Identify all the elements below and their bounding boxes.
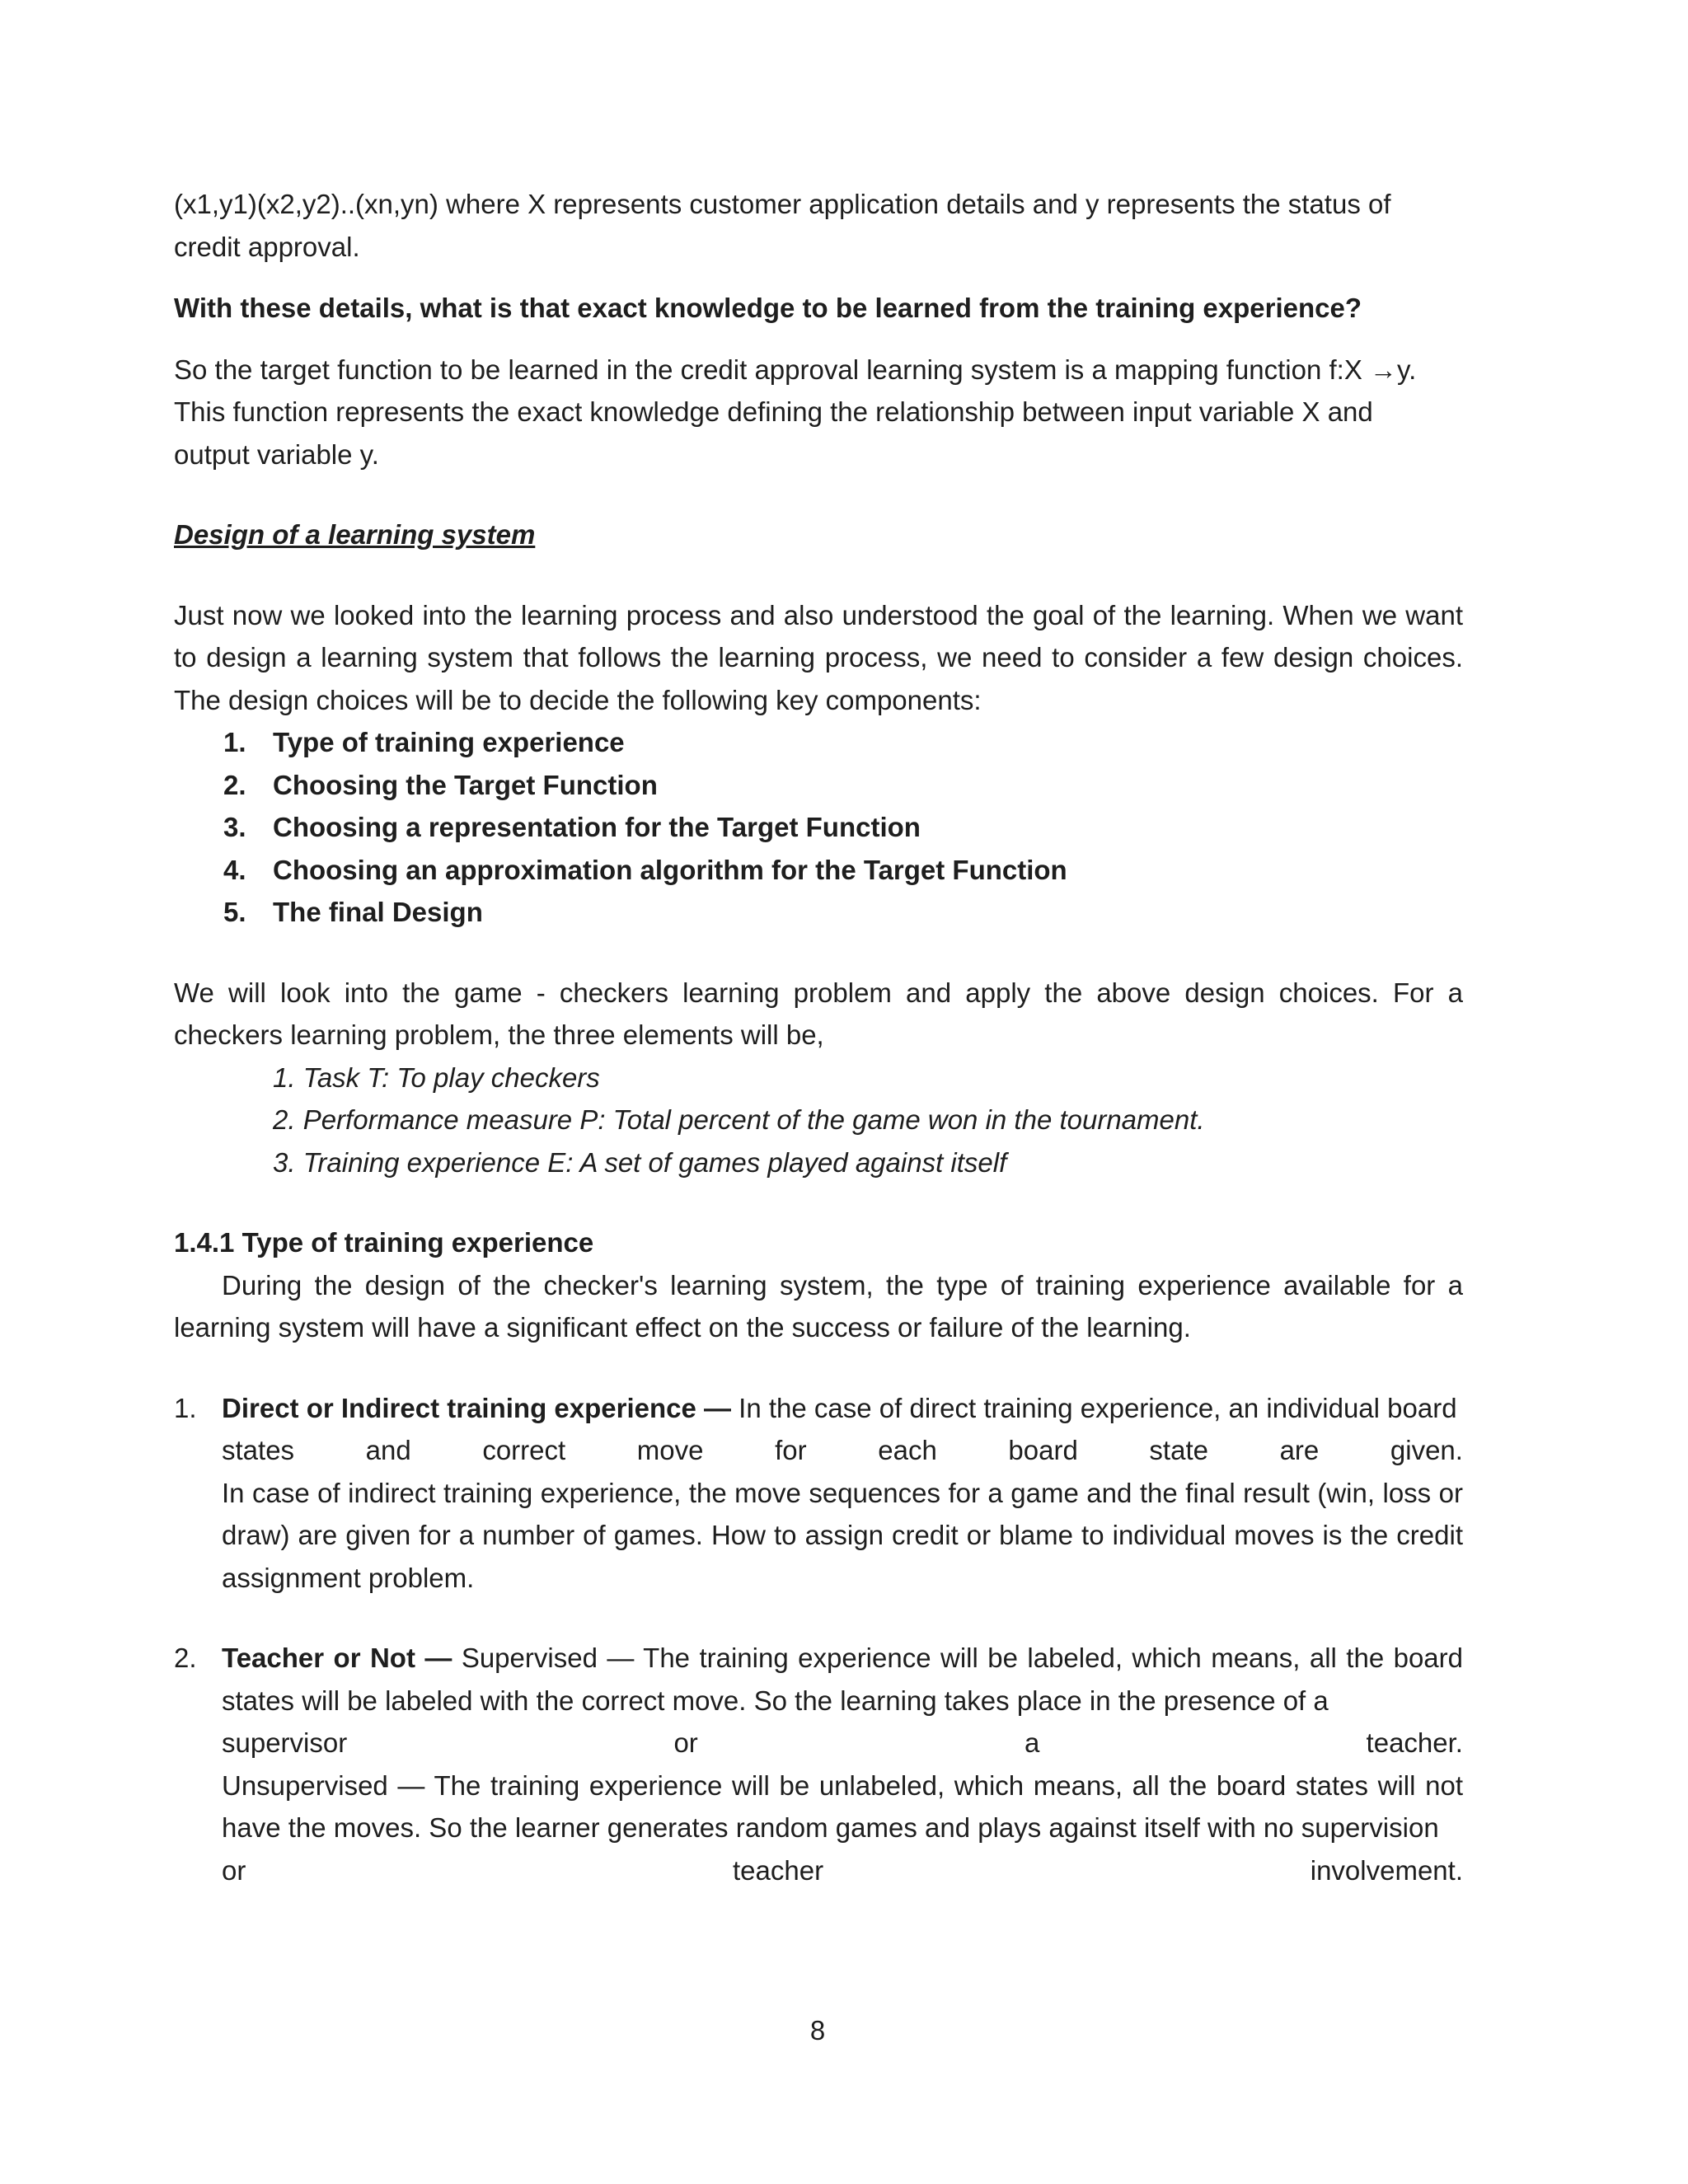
components-list xyxy=(174,721,1463,934)
question-line: With these details, what is that exact knowledge to be learned from the training experience? xyxy=(174,293,1362,323)
list-item-teacher-or-not xyxy=(174,1637,1463,1891)
answer-block xyxy=(174,349,1463,476)
item-title: Teacher or Not — xyxy=(222,1643,452,1673)
word: supervisor xyxy=(222,1727,348,1758)
word: or xyxy=(222,1854,246,1886)
word: a xyxy=(1024,1727,1040,1758)
answer-line-2: This function represents the exact knowledge defining the relationship between input variable X and xyxy=(174,396,1373,427)
intro-line-1: (x1,y1)(x2,y2)..(xn,yn) where X represents customer application details and y represents the status of xyxy=(174,189,1391,219)
spread-line xyxy=(222,1722,1463,1765)
item-paragraph xyxy=(222,1637,1463,1722)
component-label: Type of training experience xyxy=(273,727,625,757)
design-heading: Design of a learning system xyxy=(174,519,536,550)
word: state xyxy=(1149,1435,1208,1465)
component-label: Choosing a representation for the Target Function xyxy=(273,812,921,842)
component-number: 1. xyxy=(223,727,246,757)
section-paragraph: During the design of the checker's learning system, the type of training experience available for a learning system will have a significant effect on the success or failure of the learning. xyxy=(174,1269,1463,1343)
intro-line-2: credit approval. xyxy=(174,231,360,262)
item-text: In case of indirect training experience, the move sequences for a game and the final result (win, loss or draw) are given for a number of games. How to assign credit or blame to individual moves is the credit assignment problem. xyxy=(222,1477,1463,1593)
component-item xyxy=(174,806,1463,849)
component-number: 4. xyxy=(223,854,246,885)
word: states xyxy=(222,1435,295,1465)
component-label: The final Design xyxy=(273,897,483,927)
spread-line xyxy=(222,1849,1463,1892)
word: involvement. xyxy=(1310,1854,1463,1886)
word: for xyxy=(775,1435,807,1465)
item-text: Unsupervised — The training experience will be unlabeled, which means, all the board states will not have the moves. So the learner generates random games and plays against itself with no supervision xyxy=(222,1769,1463,1843)
component-item xyxy=(174,764,1463,807)
component-item xyxy=(174,891,1463,934)
design-paragraph: Just now we looked into the learning process and also understood the goal of the learning. When we want to design a learning system that follows the learning process, we need to consider a few design choices. The design choices will be to decide the following key components: xyxy=(174,599,1463,715)
word: teacher. xyxy=(1366,1727,1463,1758)
item-number: 2. xyxy=(174,1643,197,1673)
word: move xyxy=(636,1435,704,1465)
item-text: Supervised — The training experience will be labeled, which means, all the board states will be labeled with the correct move. So the learning takes place in the presence of a xyxy=(222,1643,1464,1716)
component-label: Choosing an approximation algorithm for the Target Function xyxy=(273,854,1067,885)
item-number: 1. xyxy=(174,1392,197,1423)
word: and xyxy=(365,1435,411,1465)
item-first-line xyxy=(222,1387,1463,1430)
word: given. xyxy=(1390,1435,1463,1465)
word: are xyxy=(1279,1435,1320,1465)
word: each xyxy=(878,1435,937,1465)
element-item: 3. Training experience E: A set of games played against itself xyxy=(273,1146,1007,1178)
component-item xyxy=(174,849,1463,892)
word: board xyxy=(1008,1435,1078,1465)
component-number: 2. xyxy=(223,769,246,800)
component-number: 3. xyxy=(223,812,246,842)
component-item xyxy=(174,721,1463,764)
list-item-direct-indirect xyxy=(174,1387,1463,1600)
elements-list xyxy=(174,1057,1463,1184)
element-item: 1. Task T: To play checkers xyxy=(273,1062,600,1093)
spread-line xyxy=(222,1429,1463,1472)
answer-line-1: So the target function to be learned in the credit approval learning system is a mapping function f:X →y. xyxy=(174,354,1417,385)
section-heading: 1.4.1 Type of training experience xyxy=(174,1227,594,1258)
page-number: 8 xyxy=(809,2015,826,2046)
item-text: In the case of direct training experience, an individual board xyxy=(731,1392,1457,1423)
checkers-paragraph: We will look into the game - checkers learning problem and apply the above design choices. For a checkers learning problem, the three elements will be, xyxy=(174,977,1463,1050)
word: teacher xyxy=(733,1854,824,1886)
page-content xyxy=(174,183,1463,1891)
item-title: Direct or Indirect training experience — xyxy=(222,1392,732,1423)
word: correct xyxy=(482,1435,566,1465)
component-label: Choosing the Target Function xyxy=(273,769,658,800)
component-number: 5. xyxy=(223,897,246,927)
word: or xyxy=(673,1727,698,1758)
answer-line-3: output variable y. xyxy=(174,438,379,470)
element-item: 2. Performance measure P: Total percent of the game won in the tournament. xyxy=(273,1104,1205,1135)
